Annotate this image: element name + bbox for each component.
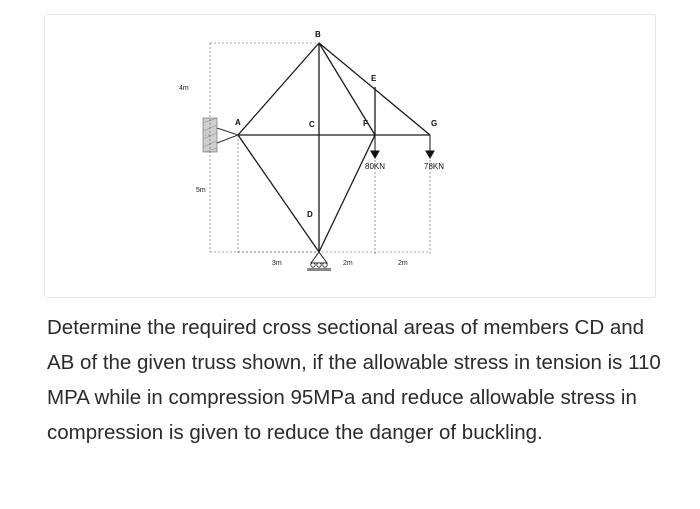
dim-label-span-1: 3m xyxy=(272,260,282,267)
load-arrows xyxy=(371,135,434,158)
joint-label-G: G xyxy=(431,119,438,128)
joint-label-A: A xyxy=(235,118,241,127)
load-label-2: 78KN xyxy=(424,162,445,171)
joint-label-C: C xyxy=(309,120,315,129)
member-AD xyxy=(238,135,319,252)
dimension-lines xyxy=(205,43,430,255)
joint-label-F: F xyxy=(363,119,368,128)
dim-label-top-height: 4m xyxy=(179,85,189,92)
member-AB xyxy=(238,43,319,135)
member-FD xyxy=(319,135,375,252)
dim-label-span-3: 2m xyxy=(398,260,408,267)
truss-members xyxy=(238,43,430,252)
joint-label-B: B xyxy=(315,30,321,39)
pin-support xyxy=(307,252,331,271)
load-label-1: 80KN xyxy=(365,162,386,171)
joint-label-E: E xyxy=(371,74,377,83)
joint-label-D: D xyxy=(307,210,313,219)
dim-label-span-2: 2m xyxy=(343,260,353,267)
truss-diagram xyxy=(45,15,657,299)
truss-figure-card xyxy=(44,14,656,298)
question-text: Determine the required cross sectional areas of members CD and AB of the given truss shown, if the allowable stress in tension is 110 MPA while in compression 95MPa and reduce allowable stress in compression is given to reduce the danger of buckling. xyxy=(47,316,661,444)
dim-label-bottom-height: 5m xyxy=(196,187,206,194)
